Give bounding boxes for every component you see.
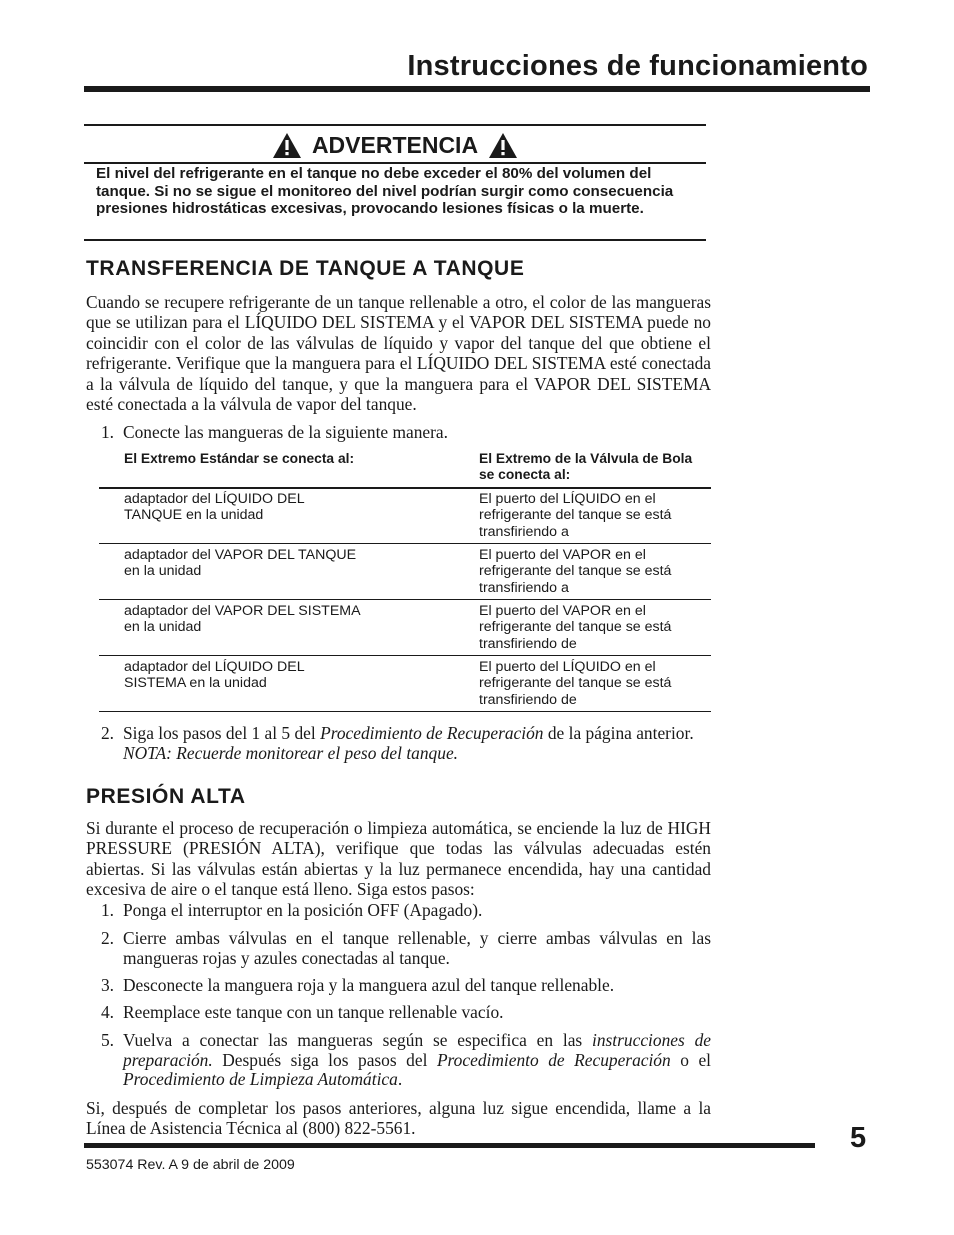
list-item <box>86 901 711 921</box>
warning-triangle-icon <box>272 132 302 159</box>
list-item <box>86 976 711 996</box>
warning-text: El nivel del refrigerante en el tanque no debe exceder el 80% del volumen del tanque. Si no se sigue el monitoreo del nivel podrían surgir como consecuencia presiones hidrostáticas excesivas, provocando lesiones físicas o la muerte. <box>96 165 674 217</box>
list-number: 1. <box>100 422 114 442</box>
warning-top-rule <box>84 124 706 126</box>
table-cell: El puerto del VAPOR en el refrigerante del tanque se está transfiriendo a <box>479 547 672 596</box>
list-item <box>86 1003 711 1023</box>
list-item <box>86 1031 711 1090</box>
section-heading-pressure: PRESIÓN ALTA <box>86 785 246 808</box>
list-text: Vuelva a conectar las mangueras según se especifica en las instrucciones de preparación. Después siga los pasos del Procedimiento de Recuperación o el Procedimiento de Limpieza Automática. <box>123 1030 711 1090</box>
page-number: 5 <box>850 1122 867 1154</box>
list-text: Cierre ambas válvulas en el tanque rellenable, y cierre ambas válvulas en las mangueras rojas y azules conectadas al tanque. <box>123 928 711 968</box>
table-cell: adaptador del LÍQUIDO DEL TANQUE en la unidad <box>124 491 305 524</box>
step-note: NOTA: Recuerde monitorear el peso del tanque. <box>123 742 459 763</box>
table-cell: adaptador del VAPOR DEL TANQUE en la unidad <box>124 547 357 580</box>
list-item <box>86 724 711 763</box>
table-cell: adaptador del LÍQUIDO DEL SISTEMA en la unidad <box>124 659 305 692</box>
table-header: El Extremo Estándar se conecta al: <box>124 451 355 466</box>
list-number: 4. <box>100 1002 114 1022</box>
table-row-rule <box>99 599 711 600</box>
table-row-rule <box>99 543 711 544</box>
list-text: Ponga el interruptor en la posición OFF (Apagado). <box>123 900 483 920</box>
table-header-rule <box>99 487 711 489</box>
list-number: 2. <box>100 723 114 743</box>
list-number: 1. <box>100 900 114 920</box>
table-cell: adaptador del VAPOR DEL SISTEMA en la unidad <box>124 603 360 636</box>
warning-triangle-icon <box>488 132 518 159</box>
warning-title: ADVERTENCIA <box>311 131 479 158</box>
list-text: Reemplace este tanque con un tanque rellenable vacío. <box>123 1002 504 1022</box>
list-number: 2. <box>100 928 114 948</box>
list-item <box>86 929 711 968</box>
transfer-intro: Cuando se recupere refrigerante de un tanque rellenable a otro, el color de las mangueras que se utilizan para el LÍQUIDO DEL SISTEMA y el VAPOR DEL SISTEMA puede no coincidir con el color de las válvulas de líquido y vapor del tanque del que obtiene el refrigerante. Verifique que la manguera para el LÍQUIDO DEL SISTEMA esté conectada a la válvula de líquido del tanque, y que la manguera para el VAPOR DEL SISTEMA esté conectada a la válvula de vapor del tanque. <box>86 292 711 415</box>
table-row-rule <box>99 655 711 656</box>
footer-rule <box>84 1143 815 1148</box>
table-cell: El puerto del VAPOR en el refrigerante del tanque se está transfiriendo de <box>479 603 672 652</box>
warning-divider <box>84 162 706 164</box>
footer-doc-info: 553074 Rev. A 9 de abril de 2009 <box>86 1157 295 1173</box>
list-text: Desconecte la manguera roja y la manguera azul del tanque rellenable. <box>123 975 615 995</box>
closing-paragraph: Si, después de completar los pasos anteriores, alguna luz sigue encendida, llame a la Línea de Asistencia Técnica al (800) 822-5561. <box>86 1098 711 1139</box>
warning-header <box>84 128 706 162</box>
list-number: 5. <box>100 1030 114 1050</box>
table-cell: El puerto del LÍQUIDO en el refrigerante del tanque se está transfiriendo de <box>479 659 672 708</box>
title-rule <box>84 86 870 92</box>
pressure-intro: Si durante el proceso de recuperación o limpieza automática, se enciende la luz de HIGH PRESSURE (PRESIÓN ALTA), verifique que todas las válvulas adecuadas estén abiertas. Si las válvulas están abiertas y la luz permanece encendida, hay una cantidad excesiva de aire o el tanque está lleno. Siga estos pasos: <box>86 818 711 900</box>
table-cell: El puerto del LÍQUIDO en el refrigerante del tanque se está transfiriendo a <box>479 491 672 540</box>
list-text: Conecte las mangueras de la siguiente manera. <box>123 422 448 442</box>
list-item <box>86 423 711 443</box>
warning-bottom-rule <box>84 239 706 241</box>
table-row-rule <box>99 711 711 712</box>
list-number: 3. <box>100 975 114 995</box>
list-text: Siga los pasos del 1 al 5 del Procedimiento de Recuperación de la página anterior. NOTA: Recuerde monitorear el peso del tanque. <box>123 723 694 763</box>
table-header: El Extremo de la Válvula de Bola se conecta al: <box>479 451 693 482</box>
page-title: Instrucciones de funcionamiento <box>407 50 868 82</box>
section-heading-transfer: TRANSFERENCIA DE TANQUE A TANQUE <box>86 257 525 280</box>
